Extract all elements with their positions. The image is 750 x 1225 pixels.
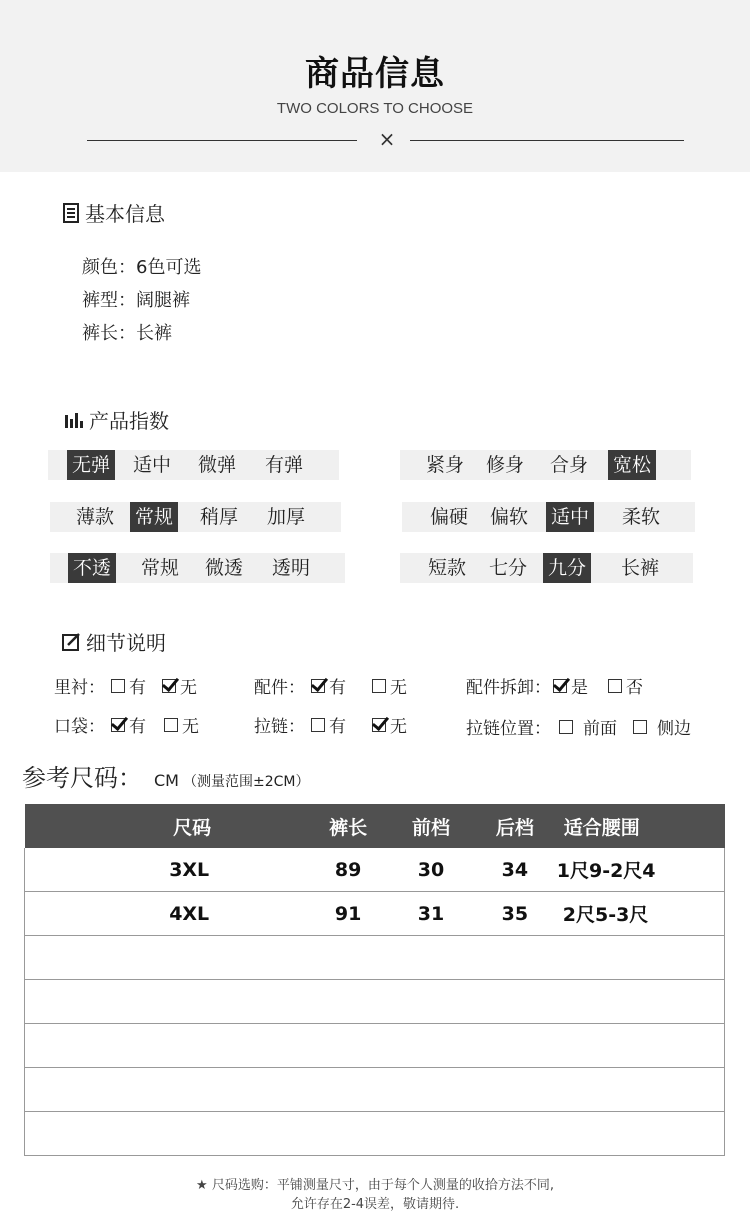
detail-label: 配件拆卸： (466, 678, 551, 698)
option-label: 是 (571, 678, 588, 698)
detail-label: 里衬： (54, 678, 105, 698)
header-back-rise: 后档 (473, 804, 557, 848)
table-row (25, 892, 725, 936)
detail-pocket (54, 712, 199, 737)
option-label: 前面 (583, 719, 617, 739)
size-table (24, 804, 725, 1156)
detail-zipper-position (466, 714, 691, 739)
table-row-empty (25, 980, 725, 1024)
index-option: 九分 (543, 553, 591, 583)
index-row-transparency (50, 553, 345, 583)
index-option: 柔软 (622, 506, 661, 528)
index-row-thickness (50, 502, 341, 532)
cell-back-rise: 35 (473, 892, 557, 936)
checkbox-checked[interactable] (111, 718, 125, 732)
close-icon: × (378, 127, 396, 151)
cell-back-rise: 34 (473, 848, 557, 892)
index-option: 偏软 (490, 506, 529, 528)
detail-lining (54, 673, 197, 698)
index-option: 紧身 (426, 454, 465, 476)
checkbox-checked[interactable] (372, 718, 386, 732)
basic-info-heading (62, 198, 165, 227)
index-row-softness (402, 502, 695, 532)
checkbox-checked[interactable] (553, 679, 567, 693)
index-option: 适中 (546, 502, 594, 532)
checkbox-unchecked[interactable] (164, 718, 178, 732)
detail-detachable (466, 673, 643, 698)
index-option: 薄款 (76, 506, 115, 528)
size-table-header (25, 804, 725, 848)
option-label: 无 (182, 717, 199, 737)
index-option: 修身 (486, 454, 525, 476)
index-row-elasticity (48, 450, 339, 480)
option-label: 有 (329, 678, 346, 698)
product-index-heading (64, 405, 169, 434)
option-label: 无 (390, 678, 407, 698)
option-label: 否 (626, 678, 643, 698)
detail-label: 配件： (254, 678, 305, 698)
cell-waist: 1尺9-2尺4 (557, 848, 725, 892)
option-label: 无 (180, 678, 197, 698)
table-row-empty (25, 936, 725, 980)
index-option: 加厚 (267, 506, 306, 528)
details-heading (62, 627, 166, 656)
index-option: 短款 (428, 557, 467, 579)
table-row (25, 848, 725, 892)
index-option: 七分 (489, 557, 528, 579)
header-length: 裤长 (307, 804, 389, 848)
checkbox-unchecked[interactable] (111, 679, 125, 693)
page-subtitle: TWO COLORS TO CHOOSE (276, 100, 474, 117)
basic-info-title: 基本信息 (85, 202, 165, 226)
basic-info-type: 裤型：阔腿裤 (82, 290, 190, 311)
option-label: 有 (329, 717, 346, 737)
index-option: 透明 (272, 557, 311, 579)
checkbox-unchecked[interactable] (633, 720, 647, 734)
index-option: 无弹 (67, 450, 115, 480)
cell-front-rise: 30 (389, 848, 473, 892)
detail-zipper (254, 712, 407, 737)
detail-accessories (254, 673, 407, 698)
cell-size: 3XL (25, 848, 308, 892)
header-waist: 适合腰围 (557, 804, 725, 848)
header-front-rise: 前档 (389, 804, 473, 848)
checkbox-checked[interactable] (311, 679, 325, 693)
index-option: 长裤 (621, 557, 660, 579)
divider-left (87, 140, 357, 141)
index-option: 有弹 (265, 454, 304, 476)
index-option: 微透 (205, 557, 244, 579)
checkbox-unchecked[interactable] (608, 679, 622, 693)
cell-size: 4XL (25, 892, 308, 936)
cell-length: 91 (307, 892, 389, 936)
index-option: 宽松 (608, 450, 656, 480)
size-title: 参考尺码： (22, 764, 142, 792)
table-row-empty (25, 1068, 725, 1112)
product-index-title: 产品指数 (89, 409, 169, 433)
index-option: 偏硬 (430, 506, 469, 528)
index-option: 常规 (130, 502, 178, 532)
header-banner (0, 0, 750, 172)
footnote-line-1: ★ 尺码选购：平铺测量尺寸，由于每个人测量的收拾方法不同, (196, 1178, 554, 1193)
option-label: 无 (390, 717, 407, 737)
index-row-fit (400, 450, 691, 480)
size-unit: CM (154, 771, 179, 790)
index-option: 常规 (141, 557, 180, 579)
divider-right (410, 140, 684, 141)
index-option: 稍厚 (200, 506, 239, 528)
footnote-line-2: 允许存在2-4误差，敬请期待. (290, 1197, 460, 1212)
header-size: 尺码 (25, 804, 308, 848)
index-option: 微弹 (198, 454, 237, 476)
option-label: 侧边 (657, 719, 691, 739)
detail-label: 拉链位置： (466, 719, 551, 739)
basic-info-color: 颜色：6色可选 (82, 257, 202, 278)
index-option: 不透 (68, 553, 116, 583)
cell-length: 89 (307, 848, 389, 892)
checkbox-checked[interactable] (162, 679, 176, 693)
detail-label: 口袋： (54, 717, 105, 737)
table-row-empty (25, 1112, 725, 1156)
basic-info-length: 裤长：长裤 (82, 323, 172, 344)
document-icon (62, 203, 80, 223)
index-option: 适中 (133, 454, 172, 476)
size-note: （测量范围±2CM） (182, 774, 310, 790)
checkbox-unchecked[interactable] (311, 718, 325, 732)
checkbox-unchecked[interactable] (559, 720, 573, 734)
edit-icon (62, 632, 81, 651)
size-heading (22, 758, 309, 793)
cell-front-rise: 31 (389, 892, 473, 936)
detail-label: 拉链： (254, 717, 305, 737)
table-row-empty (25, 1024, 725, 1068)
option-label: 有 (129, 717, 146, 737)
checkbox-unchecked[interactable] (372, 679, 386, 693)
details-title: 细节说明 (86, 631, 166, 655)
page-title: 商品信息 (305, 54, 445, 94)
index-row-length (400, 553, 693, 583)
bar-chart-icon (64, 411, 84, 429)
cell-waist: 2尺5-3尺 (557, 892, 725, 936)
index-option: 合身 (550, 454, 589, 476)
option-label: 有 (129, 678, 146, 698)
